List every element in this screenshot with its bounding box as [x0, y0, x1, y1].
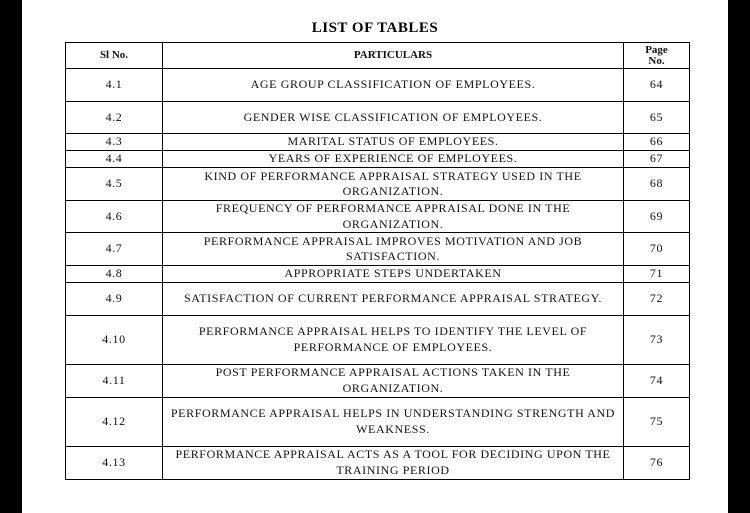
row-page-no: 76: [624, 446, 690, 479]
row-sl-no: 4.9: [66, 282, 163, 315]
row-particulars: PERFORMANCE APPRAISAL IMPROVES MOTIVATION AND JOB SATISFACTION.: [163, 233, 624, 266]
header-page-no: [624, 43, 690, 69]
row-page-no: 66: [624, 134, 690, 151]
table-row: [66, 168, 690, 201]
row-particulars: AGE GROUP CLASSIFICATION OF EMPLOYEES.: [163, 69, 624, 102]
table-row: [66, 266, 690, 283]
table-row: [66, 315, 690, 364]
header-particulars: PARTICULARS: [163, 43, 624, 69]
row-page-no: 65: [624, 102, 690, 134]
row-sl-no: 4.4: [66, 151, 163, 168]
row-particulars: MARITAL STATUS OF EMPLOYEES.: [163, 134, 624, 151]
row-particulars: PERFORMANCE APPRAISAL HELPS IN UNDERSTANDING STRENGTH AND WEAKNESS.: [163, 397, 624, 446]
table-row: [66, 151, 690, 168]
row-page-no: 72: [624, 282, 690, 315]
row-particulars: YEARS OF EXPERIENCE OF EMPLOYEES.: [163, 151, 624, 168]
row-particulars: POST PERFORMANCE APPRAISAL ACTIONS TAKEN IN THE ORGANIZATION.: [163, 364, 624, 397]
row-particulars: GENDER WISE CLASSIFICATION OF EMPLOYEES.: [163, 102, 624, 134]
row-page-no: 71: [624, 266, 690, 283]
row-particulars: PERFORMANCE APPRAISAL ACTS AS A TOOL FOR DECIDING UPON THE TRAINING PERIOD: [163, 446, 624, 479]
table-row: [66, 364, 690, 397]
row-particulars: FREQUENCY OF PERFORMANCE APPRAISAL DONE IN THE ORGANIZATION.: [163, 201, 624, 233]
row-particulars: APPROPRIATE STEPS UNDERTAKEN: [163, 266, 624, 283]
row-page-no: 67: [624, 151, 690, 168]
row-particulars: SATISFACTION OF CURRENT PERFORMANCE APPRAISAL STRATEGY.: [163, 282, 624, 315]
table-row: [66, 134, 690, 151]
row-sl-no: 4.2: [66, 102, 163, 134]
row-page-no: 69: [624, 201, 690, 233]
row-sl-no: 4.6: [66, 201, 163, 233]
page-title: LIST OF TABLES: [311, 20, 439, 36]
list-of-tables: [65, 42, 690, 480]
table-row: [66, 102, 690, 134]
row-sl-no: 4.11: [66, 364, 163, 397]
row-page-no: 74: [624, 364, 690, 397]
table-row: [66, 201, 690, 233]
table-row: [66, 397, 690, 446]
row-particulars: PERFORMANCE APPRAISAL HELPS TO IDENTIFY THE LEVEL OF PERFORMANCE OF EMPLOYEES.: [163, 315, 624, 364]
document-page: [22, 0, 728, 513]
table-row: [66, 282, 690, 315]
row-sl-no: 4.7: [66, 233, 163, 266]
row-page-no: 73: [624, 315, 690, 364]
row-sl-no: 4.12: [66, 397, 163, 446]
header-row: [66, 43, 690, 69]
row-sl-no: 4.1: [66, 69, 163, 102]
header-sl-no: Sl No.: [66, 43, 163, 69]
row-particulars: KIND OF PERFORMANCE APPRAISAL STRATEGY USED IN THE ORGANIZATION.: [163, 168, 624, 201]
row-sl-no: 4.5: [66, 168, 163, 201]
table-row: [66, 446, 690, 479]
table-row: [66, 233, 690, 266]
row-page-no: 70: [624, 233, 690, 266]
row-sl-no: 4.3: [66, 134, 163, 151]
row-sl-no: 4.8: [66, 266, 163, 283]
row-page-no: 64: [624, 69, 690, 102]
row-page-no: 68: [624, 168, 690, 201]
header-page-no-label: Page No.: [645, 43, 668, 67]
row-sl-no: 4.10: [66, 315, 163, 364]
row-page-no: 75: [624, 397, 690, 446]
row-sl-no: 4.13: [66, 446, 163, 479]
table-row: [66, 69, 690, 102]
